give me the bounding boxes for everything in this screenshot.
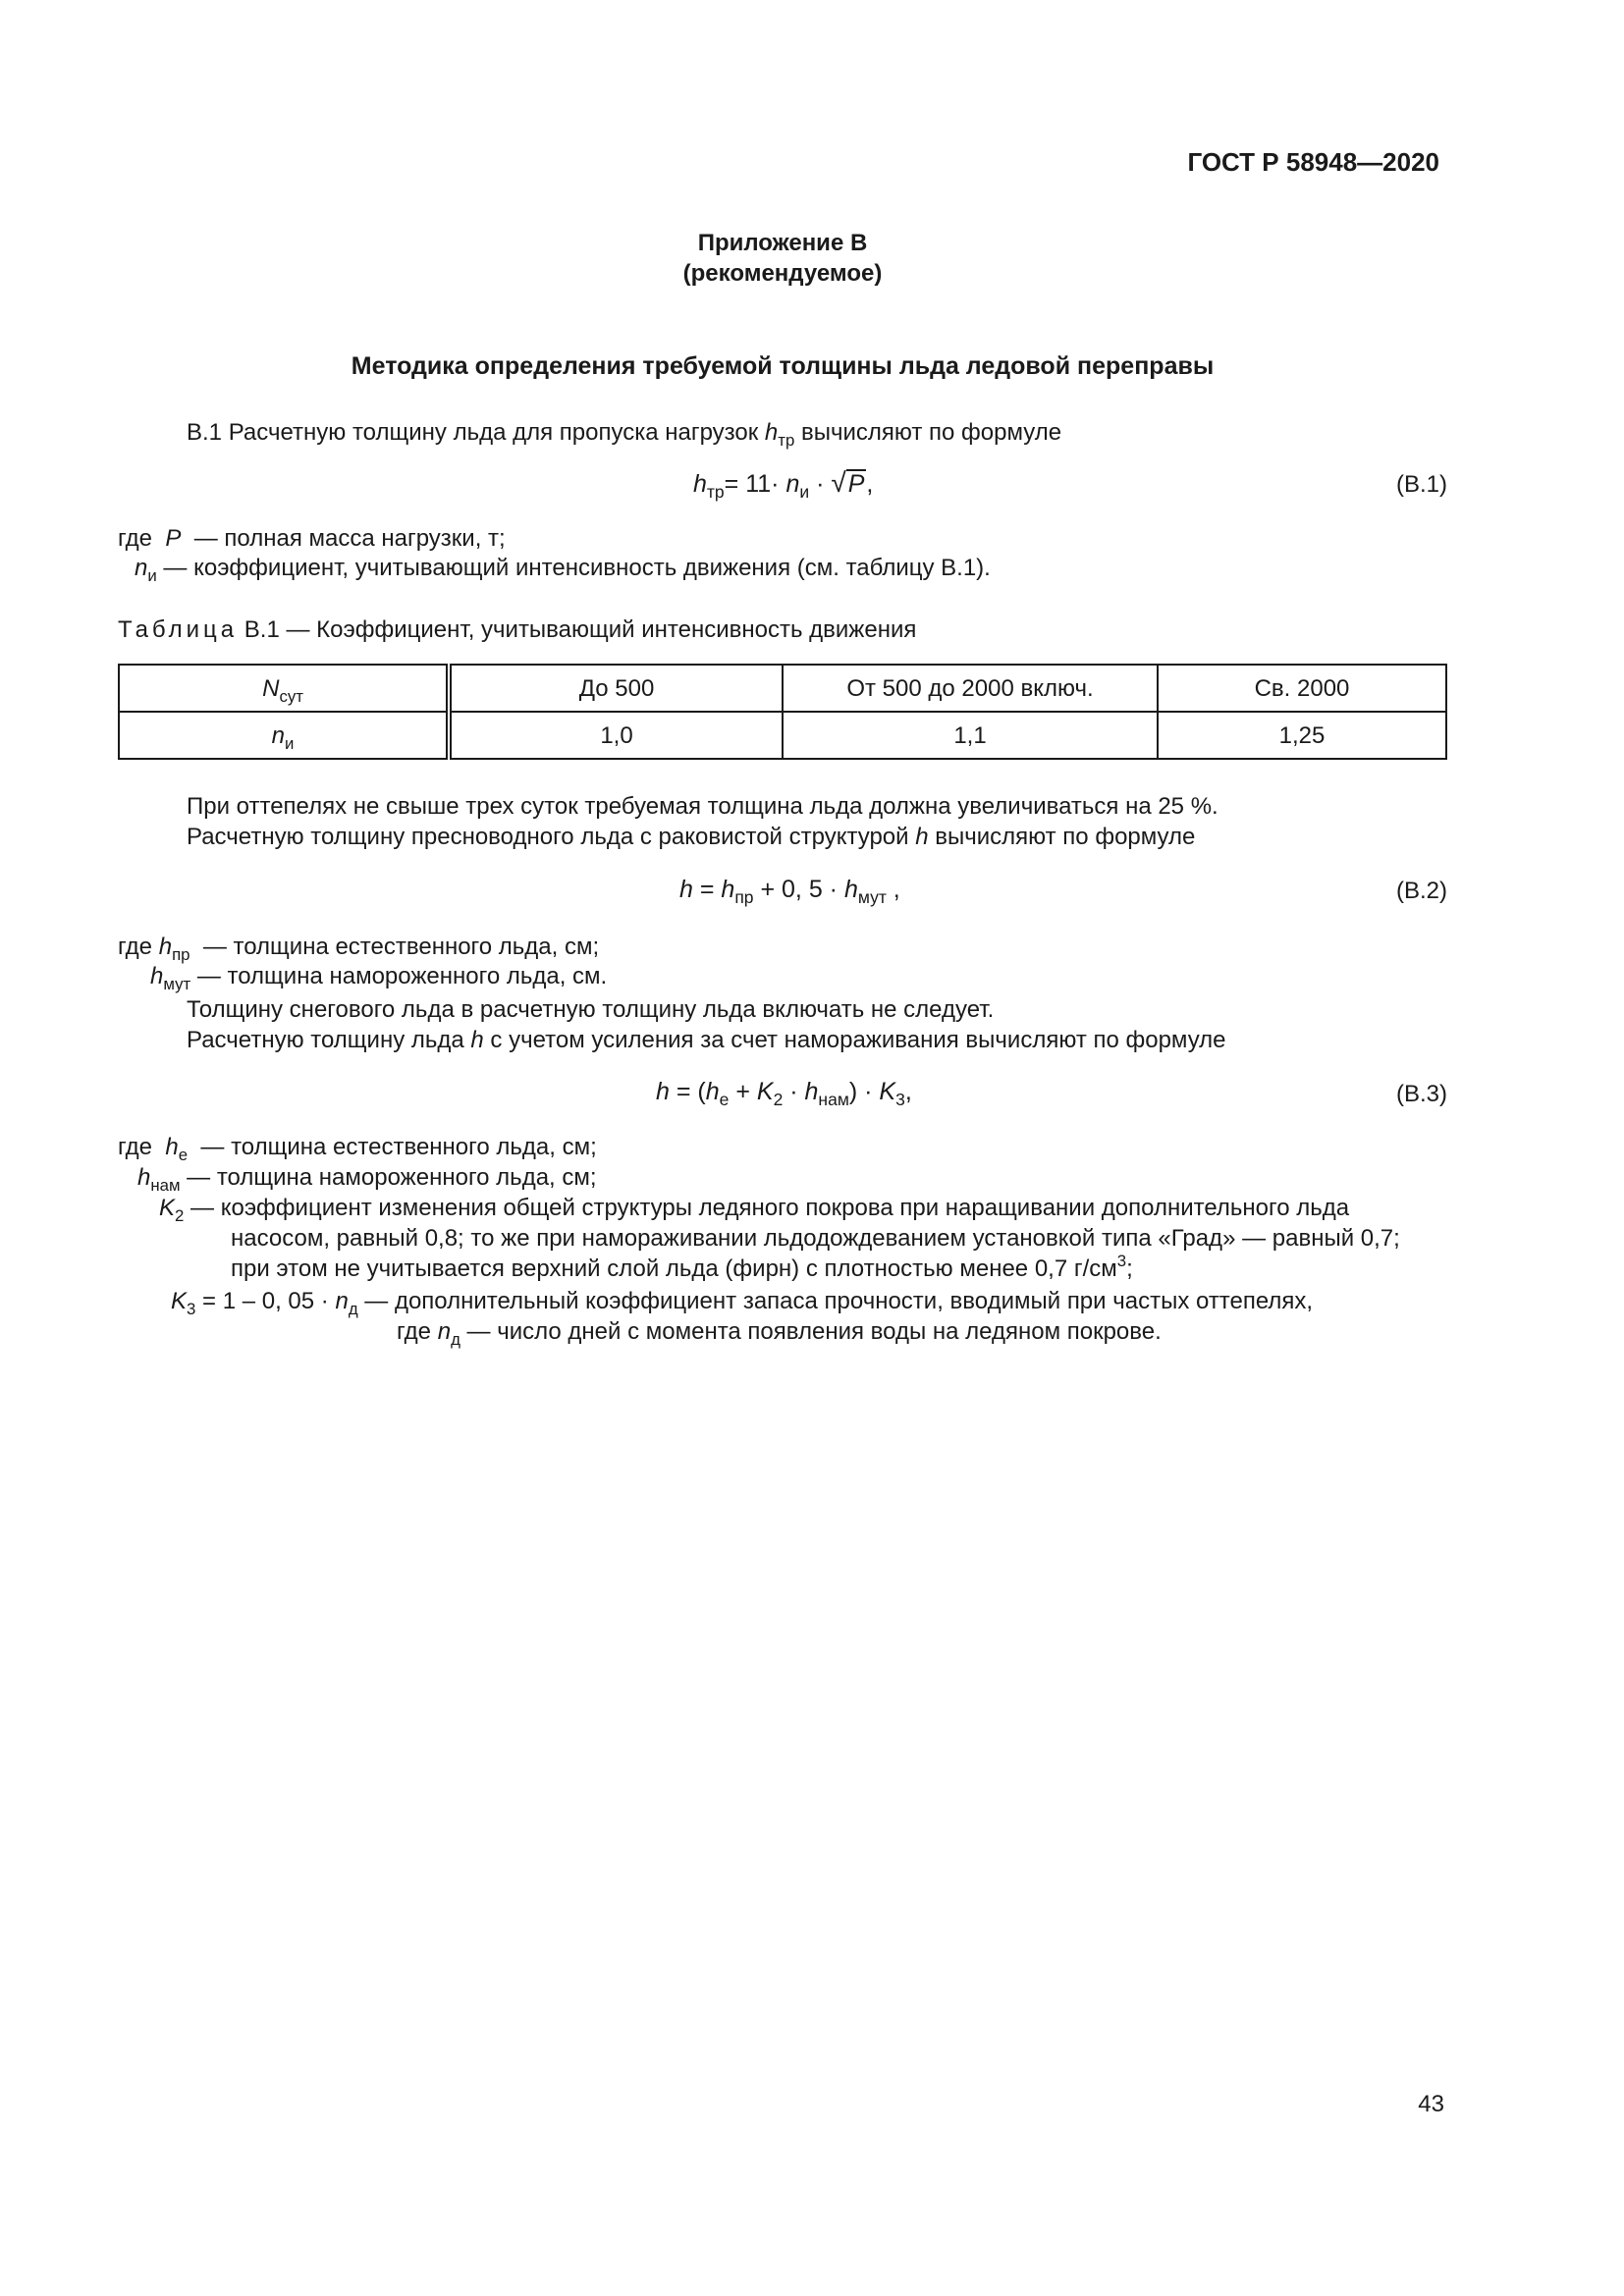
formula-b1: $h_{тр}= 11\cdot n_и \cdot √P$, bbox=[693, 467, 874, 502]
table-caption: Таблица В.1 — Коэффициент, учитывающий интенсивность движения bbox=[118, 616, 917, 643]
equation-number-b1: (В.1) bbox=[1395, 471, 1447, 498]
section-heading: Методика определения требуемой толщины льда ледовой переправы bbox=[351, 352, 1215, 380]
annex-status: (рекомендуемое) bbox=[682, 260, 883, 287]
table-cell: 1,1 bbox=[783, 712, 1158, 759]
table-header-cell: $N_{сут}$ bbox=[119, 665, 449, 712]
table-row bbox=[119, 665, 1446, 712]
where-k2: $K_2$ — коэффициент изменения общей структуры ледяного покрова при наращивании дополнительного льда bbox=[159, 1195, 1350, 1225]
where-k3: $K_3 = 1 - 0$, $05 \cdot n_д$ — дополнительный коэффициент запаса прочности, вводимый при частых оттепелях, bbox=[171, 1288, 1314, 1318]
annex-title: Приложение В bbox=[697, 230, 868, 256]
document-code: ГОСТ Р 58948—2020 bbox=[1187, 147, 1439, 177]
intro-paragraph: В.1 Расчетную толщину льда для пропуска нагрузок $h_{тр}$ вычисляют по формуле bbox=[187, 419, 1062, 450]
table-cell: 1,0 bbox=[449, 712, 783, 759]
table-row bbox=[119, 712, 1446, 759]
where-hmut: $h_{мут}$ — толщина намороженного льда, см. bbox=[150, 963, 608, 993]
page-number: 43 bbox=[1418, 2091, 1444, 2117]
freshwater-ice-paragraph: Расчетную толщину пресноводного льда с раковистой структурой h вычисляют по формуле bbox=[187, 824, 1196, 850]
snow-ice-paragraph: Толщину снегового льда в расчетную толщину льда включать не следует. bbox=[187, 996, 995, 1023]
table-header-cell: Св. 2000 bbox=[1158, 665, 1446, 712]
formula-b2: $h = h_{пр} + 0$, $5 \cdot h_{мут}$ , bbox=[679, 876, 900, 907]
table-row-label: $n_и$ bbox=[119, 712, 449, 759]
equation-number-b2: (В.2) bbox=[1395, 878, 1447, 904]
thaw-paragraph: При оттепелях не свыше трех суток требуемая толщина льда должна увеличиваться на 25 %. bbox=[187, 793, 1218, 820]
traffic-coefficient-table bbox=[118, 664, 1447, 760]
k2-desc-line2: насосом, равный 0,8; то же при намораживании льдодождеванием установкой типа «Град» — равный 0,7; bbox=[231, 1225, 1400, 1252]
table-header-cell: От 500 до 2000 включ. bbox=[783, 665, 1158, 712]
k2-desc-line3: при этом не учитывается верхний слой льда (фирн) с плотностью менее 0,7 $г/см^3$; bbox=[231, 1252, 1133, 1282]
equation-number-b3: (В.3) bbox=[1395, 1081, 1447, 1107]
table-cell: 1,25 bbox=[1158, 712, 1446, 759]
formula-b3: $h = (h_e + K_2 \cdot h_{нам}) \cdot K_3$, bbox=[656, 1078, 912, 1109]
table-header-cell: До 500 bbox=[449, 665, 783, 712]
where-P: где P — полная масса нагрузки, т; bbox=[118, 525, 506, 552]
where-n: $n_и$ — коэффициент, учитывающий интенсивность движения (см. таблицу В.1). bbox=[135, 555, 991, 585]
k3-desc-line2: где $n_д$ — число дней с момента появления воды на ледяном покрове. bbox=[397, 1318, 1162, 1349]
where-hnam: $h_{нам}$ — толщина намороженного льда, см; bbox=[137, 1164, 597, 1195]
reinforcement-paragraph: Расчетную толщину льда h с учетом усиления за счет намораживания вычисляют по формуле bbox=[187, 1027, 1226, 1053]
where-hpr: где $h_{пр}$ — толщина естественного льда, см; bbox=[118, 934, 600, 964]
where-he: где $h_e$ — толщина естественного льда, см; bbox=[118, 1134, 597, 1164]
